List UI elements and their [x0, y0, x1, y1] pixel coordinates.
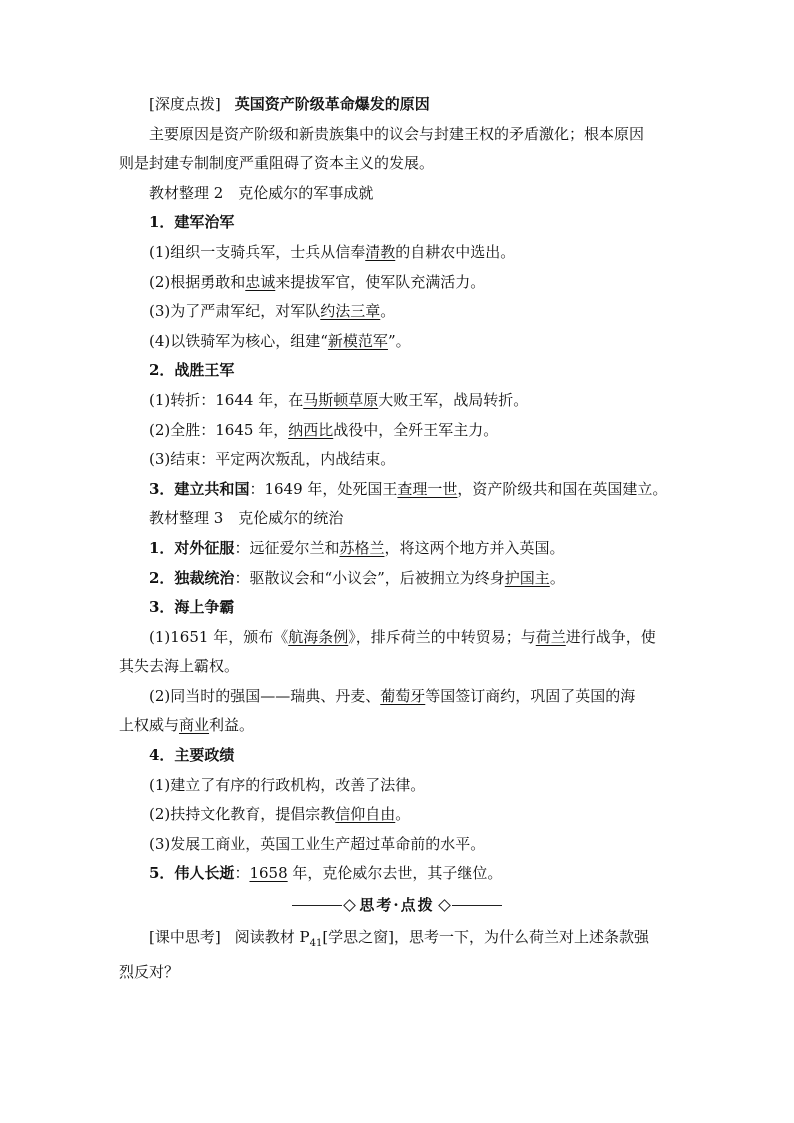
s3-point-3-item-2-cont: 上权威与商业利益。	[119, 716, 255, 735]
blank-answer: 荷兰	[535, 627, 566, 646]
sub-2-item-3: (3)结束：平定两次叛乱，内战结束。	[149, 450, 396, 469]
blank-answer: 纳西比	[288, 420, 334, 439]
blank-answer: 航海条例	[288, 627, 349, 646]
blank-answer: 新模范军	[327, 331, 388, 350]
s3-point-5: 5．伟人长逝：1658 年，克伦威尔去世，其子继位。	[149, 864, 503, 883]
sub-2-item-1: (1)转折：1644 年，在马斯顿草原大败王军，战局转折。	[149, 390, 529, 409]
divider-title: 思考·点拨	[359, 896, 435, 915]
blank-answer: 护国主	[504, 568, 550, 587]
section-2-heading: 教材整理 2 克伦威尔的军事成就	[149, 183, 374, 202]
sub-1-item-2: (2)根据勇敢和忠诚来提拔军官，使军队充满活力。	[149, 272, 486, 291]
s3-point-2: 2．独裁统治：驱散议会和“小议会”，后被拥立为终身护国主。	[149, 568, 565, 587]
blank-answer: 1658	[249, 864, 288, 883]
blank-answer: 约法三章	[320, 302, 381, 321]
sub-1-title: 1．建军治军	[149, 213, 235, 232]
sub-1-item-3: (3)为了严肃军纪，对军队约法三章。	[149, 302, 396, 321]
s3-point-3-item-1: (1)1651 年，颁布《航海条例》，排斥荷兰的中转贸易；与荷兰进行战争，使	[149, 627, 656, 646]
diamond-icon	[344, 899, 357, 912]
question-line: [课中思考] 阅读教材 $P_{41}$[学思之窗]，思考一下，为什么荷兰对上述条款强	[149, 927, 650, 949]
blank-answer: 葡萄牙	[380, 686, 426, 705]
s3-point-4-item-2: (2)扶持文化教育，提倡宗教信仰自由。	[149, 805, 411, 824]
s3-point-3-item-1-cont: 其失去海上霸权。	[119, 657, 240, 676]
s3-point-4-title: 4．主要政绩	[149, 746, 235, 765]
question-tag: [课中思考]	[149, 927, 221, 946]
s3-point-4-item-3: (3)发展工商业，英国工业生产超过革命前的水平。	[149, 834, 486, 853]
blank-answer: 清教	[365, 242, 396, 261]
document-body	[119, 90, 675, 988]
section-3-heading: 教材整理 3 克伦威尔的统治	[149, 509, 344, 528]
sub-2-item-2: (2)全胜：1645 年，纳西比战役中，全歼王军主力。	[149, 420, 499, 439]
blank-answer: 商业	[179, 716, 210, 735]
sub-1-item-1: (1)组织一支骑兵军，士兵从信奉清教的自耕农中选出。	[149, 242, 516, 261]
question-line-cont: 烈反对？	[119, 963, 180, 982]
deep-point-title: 英国资产阶级革命爆发的原因	[234, 95, 430, 113]
sub-3-line: 3．建立共和国：1649 年，处死国王查理一世，资产阶级共和国在英国建立。	[149, 479, 668, 498]
intro-line-1: 主要原因是资产阶级和新贵族集中的议会与封建王权的矛盾激化；根本原因	[149, 124, 645, 143]
diamond-icon	[438, 899, 451, 912]
sub-1-item-4: (4)以铁骑军为核心，组建“新模范军”。	[149, 331, 411, 350]
s3-point-4-item-1: (1)建立了有序的行政机构，改善了法律。	[149, 775, 426, 794]
s3-point-1: 1．对外征服：远征爱尔兰和苏格兰，将这两个地方并入英国。	[149, 538, 565, 557]
divider-line-right	[452, 905, 502, 906]
blank-answer: 马斯顿草原	[303, 390, 379, 409]
deep-point-tag: [深度点拨]	[149, 95, 221, 113]
blank-answer: 信仰自由	[335, 805, 396, 824]
s3-point-3-item-2: (2)同当时的强国——瑞典、丹麦、葡萄牙等国签订商约，巩固了英国的海	[149, 686, 636, 705]
divider-line-left	[292, 905, 342, 906]
blank-answer: 查理一世	[397, 479, 458, 498]
sub-2-title: 2．战胜王军	[149, 361, 235, 380]
intro-line-2: 则是封建专制制度严重阻碍了资本主义的发展。	[119, 154, 435, 173]
blank-answer: 忠诚	[245, 272, 276, 291]
deep-point-header	[119, 90, 675, 120]
section-divider	[119, 891, 675, 921]
s3-point-3-title: 3．海上争霸	[149, 598, 235, 617]
blank-answer: 苏格兰	[339, 538, 385, 557]
